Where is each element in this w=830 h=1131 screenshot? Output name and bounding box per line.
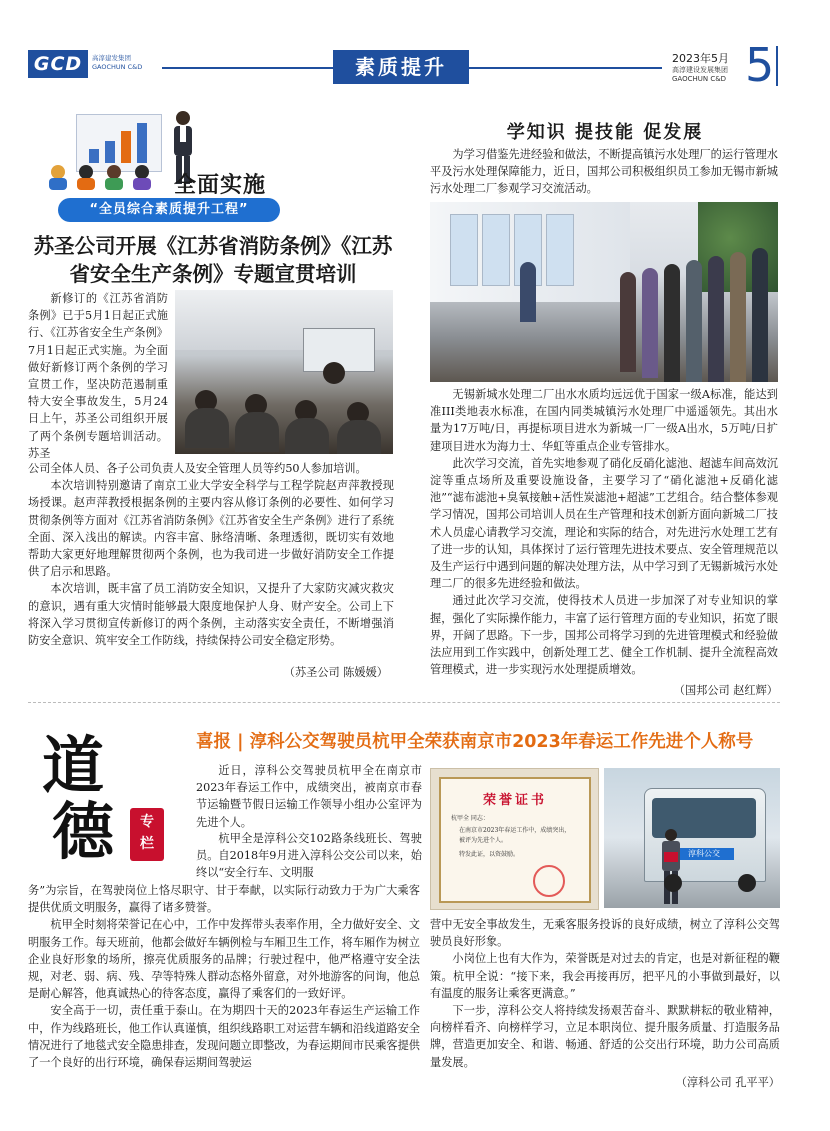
article1-paragraph: 新修订的《江苏省消防条例》已于5月1日起正式施行、《江苏省安全生产条例》7月1日起正式实施。为全面做好新修订两个条例的学习宣贯工作，坚决防范遏制重特大安全事故发生，5月24日上午，苏圣公司组织开展了两个条例专题培训活动。苏圣: [28, 292, 168, 460]
issue-org-cn: 高淳建设发展集团: [672, 66, 728, 74]
bus-driver-photo: [604, 768, 780, 908]
column-label-char: 栏: [140, 836, 154, 852]
logo-subtitle: [92, 54, 142, 72]
article3-byline: （淳科公司 孔平平）: [675, 1076, 780, 1089]
visitor-figure: [620, 272, 636, 372]
article3-lead: [196, 830, 422, 882]
visitor-figure: [664, 264, 680, 382]
visitor-figure: [686, 260, 702, 382]
board-bar: [105, 141, 115, 163]
visitor-figure: [708, 256, 724, 382]
bus-sign: 淳科公交: [674, 848, 734, 860]
banner-illustration: [28, 108, 290, 226]
article1-byline: （苏圣公司 陈媛媛）: [283, 666, 388, 679]
article2-headline: 学知识 提技能 促发展: [506, 122, 704, 143]
article3-paragraph: 小岗位上也有大作为，荣誉既是对过去的肯定，也是对新征程的鞭策。杭甲全说：“接下来，我会再接再厉，把平凡的小事做到最好，以有温度的服务让乘客更满意。”: [430, 952, 780, 1000]
article2-paragraph: 无锡新城水处理二厂出水水质均远远优于国家一级A标准，能达到准III类地表水标准，在国内同类城镇污水处理厂中遥遥领先。其出水量为17万吨/日，再提标项目进水为新城一厂一级A出水，5万吨/日扩建项目进水为海力士、华虹等重点企业专管排水。: [430, 388, 778, 453]
article1-paragraph: 本次培训，既丰富了员工消防安全知识，又提升了大家防灾减灾救灾的意识，遇有重大灾情时能够最大限度地保护人身、财产安全。公司上下将深入学习贯彻宣传新修订的两个条例，主动落实安全责任，不断增强消防安全意识、筑牢安全工作防线，持续保持公司安全稳定形势。: [28, 582, 394, 648]
article1-body: [28, 460, 394, 649]
certificate-text: 在南京市2023年春运工作中，成绩突出，: [459, 827, 571, 834]
board-bar: [137, 123, 147, 163]
article3-paragraph: 务”为宗旨，在驾驶岗位上恪尽职守、甘于奉献，以实际行动致力于为广大乘客提供优质文明服务，赢得了诸多赞誉。: [28, 884, 420, 915]
display-panel: [546, 214, 574, 286]
section-divider: [28, 702, 780, 703]
article3-headline: 喜报 | 淳科公交驾驶员杭甲全荣获南京市2023年春运工作先进个人称号: [196, 732, 754, 752]
visit-photo: [430, 202, 778, 382]
banner-subtitle: “全员综合素质提升工程”: [58, 198, 280, 222]
training-photo: [175, 290, 393, 454]
certificate-seal-icon: [533, 865, 565, 897]
article2-paragraph: 为学习借鉴先进经验和做法，不断提高镇污水处理厂的运行管理水平及污水处理保障能力，近日，国邦公司积极组织员工参加无锡市新城污水处理二厂参观学习交流活动。: [430, 148, 778, 196]
article2-body: [430, 386, 778, 678]
article3-paragraph: 下一步，淳科公交人将持续发扬艰苦奋斗、默默耕耘的敬业精神，向榜样看齐、向榜样学习，立足本职岗位、提升服务质量、打造服务品牌，营造更加安全、和谐、畅通、舒适的公交出行环境，助力公司高质量发展。: [430, 1004, 780, 1069]
calligraphy-char: 德: [52, 795, 115, 868]
certificate-frame: [439, 777, 591, 903]
certificate-recipient: 杭甲全 同志：: [451, 815, 489, 822]
article2-byline: （国邦公司 赵红辉）: [673, 684, 778, 697]
visitor-figure: [730, 252, 746, 382]
board-bar: [121, 131, 131, 163]
certificate-text: 特发此证，以资鼓励。: [459, 851, 520, 858]
issue-org-en: GAOCHUN C&D: [672, 75, 727, 83]
article3-paragraph: 杭甲全是淳科公交102路条线班长、驾驶员。自2018年9月进入淳科公交公司以来，始终以“安全行车、文明服: [196, 832, 422, 880]
article2-paragraph: 此次学习交流，首先实地参观了硝化反硝化滤池、超滤车间高效沉淀等重点场所及重要设施设备，主要学习了“硝化滤池+反硝化滤池”“滤布滤池+臭氧接触+活性炭滤池+超滤”工艺组合。结合整体参观学习情况，国邦公司培训人员在生产管理和技术创新方面向新城二厂技术人员虚心请教学习交流，理论和实际的结合，对先进污水处理工艺有了进一步的认知，具体探讨了运行管理先进技术要点、安全管理规范以及生产运行中遇到问题的解决处理方法，从中学习到了无锡新城污水处理二厂的很多先进经验和做法。: [430, 456, 778, 591]
speaker-figure: [323, 362, 345, 384]
audience-icon: [46, 164, 166, 190]
article1-paragraph: 公司全体人员、各子公司负责人及安全管理人员等约50人参加培训。: [28, 462, 367, 475]
article2-intro: [430, 146, 778, 198]
guide-figure: [520, 262, 536, 322]
board-bar: [89, 149, 99, 163]
section-title: 素质提升: [333, 50, 469, 84]
article1-intro: [28, 290, 168, 462]
article2-paragraph: 通过此次学习交流，使得技术人员进一步加深了对专业知识的掌握，强化了实际操作能力，丰富了运行管理方面的专业知识，拓宽了眼界，开阔了思路。下一步，国邦公司将学习到的先进管理模式和经验做法应用到工作实践中，创新处理工艺、健全工作机制、提升全流程高效管理模式，进一步实现污水处理提质增效。: [430, 594, 778, 677]
display-panel: [482, 214, 510, 286]
article3-body-right: [430, 916, 780, 1071]
column-label: [130, 808, 164, 861]
calligraphy-char: 道: [42, 729, 105, 802]
article3-intro: [196, 762, 422, 831]
bus-wheel: [738, 874, 756, 892]
display-panel: [450, 214, 478, 286]
article1-headline: 苏圣公司开展《江苏省消防条例》《江苏省安全生产条例》专题宣贯培训: [33, 234, 393, 286]
article3-paragraph: 近日，淳科公交驾驶员杭甲全在南京市2023年春运工作中，成绩突出，被南京市春节运输暨节假日运输工作领导小组办公室评为先进个人。: [196, 764, 422, 829]
issue-org: [672, 66, 728, 84]
visitor-figure: [642, 268, 658, 378]
article3-paragraph: 安全高于一切，责任重于泰山。在为期四十天的2023年春运生产运输工作中，作为线路班长，他工作认真谨慎，组织线路职工对运营车辆和沿线道路安全情况进行了地毯式安全隐患排查，发现问题立即整改，为春运期间市民乘客提供了一个良好的出行环境，确保春运期间驾驶运: [28, 1004, 420, 1070]
logo-subtitle-en: GAOCHUN C&D: [92, 63, 143, 71]
logo-mark: GCD: [28, 50, 88, 78]
logo-subtitle-cn: 高淳建发集团: [92, 54, 131, 62]
issue-date: 2023年5月: [672, 52, 729, 65]
article3-paragraph: 杭甲全时刻将荣誉记在心中，工作中发挥带头表率作用，全力做好安全、文明服务工作。每天班前，他都会做好车辆例检与车厢卫生工作，将车厢作为树立企业良好形象的场所，擦亮优质服务的品牌；行驶过程中，他严格遵守安全法规，对老、弱、病、残、孕等特殊人群动态格外留意，对外地游客的问询，他总是耐心解答，他真诚热心的待客态度，赢得了乘客们的一致好评。: [28, 918, 420, 1001]
certificate-text: 被评为先进个人。: [459, 837, 508, 844]
page-number: 5: [745, 38, 775, 92]
company-logo: [28, 50, 156, 78]
visitor-figure: [752, 248, 768, 382]
bus-wheel: [664, 874, 682, 892]
ethics-column-badge: [34, 712, 184, 868]
banner-title: 全面实施: [174, 173, 267, 198]
attendee-figure: [337, 420, 381, 454]
column-label-char: 专: [140, 814, 154, 830]
certificate-title: 荣誉证书: [482, 793, 547, 808]
article3-paragraph: 营中无安全事故发生，无乘客服务投诉的良好成绩，树立了淳科公交驾驶员良好形象。: [430, 918, 780, 949]
page-number-rule: [776, 46, 778, 86]
attendee-figure: [235, 412, 279, 452]
article3-body-left: [28, 882, 420, 1071]
article1-paragraph: 本次培训特别邀请了南京工业大学安全科学与工程学院赵声萍教授现场授课。赵声萍教授根据条例的主要内容从修订条例的必要性、如何学习贯彻条例等方面对《江苏省消防条例》《江苏省安全生产条例》进行了系统全面、深入浅出的解读。内容丰富、脉络清晰、条理透彻，既切实有效地帮助大家更好地理解贯彻两个条例，也为我司进一步做好消防安全工作提供了启示和思路。: [28, 479, 394, 579]
driver-figure: [660, 828, 682, 906]
honor-certificate-photo: [430, 768, 599, 910]
attendee-figure: [185, 408, 229, 448]
attendee-figure: [285, 418, 329, 454]
